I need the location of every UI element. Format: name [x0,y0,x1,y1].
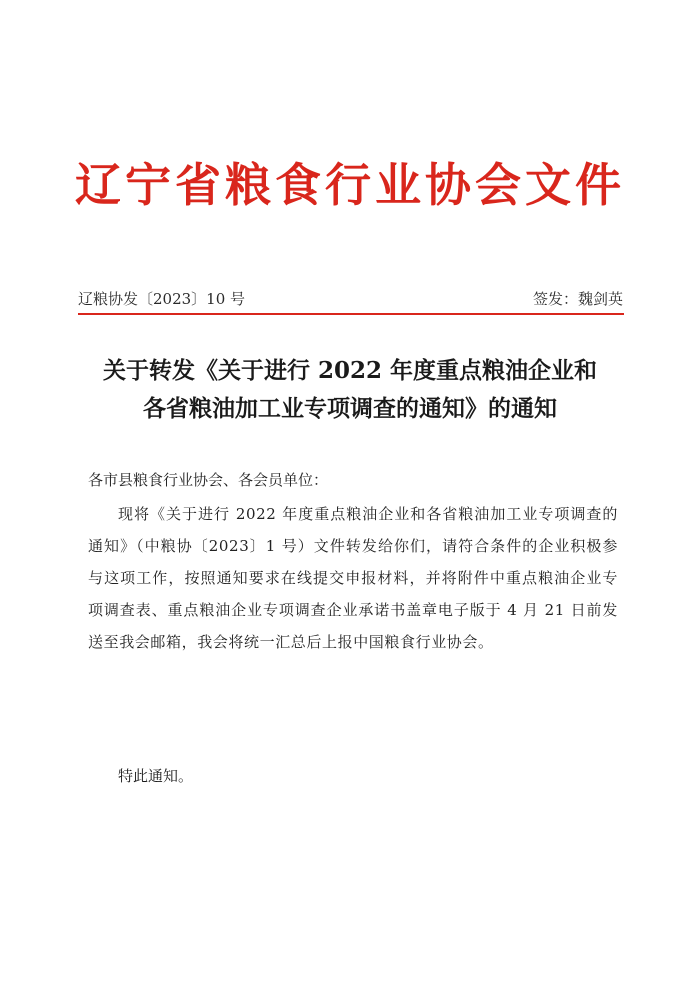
salutation: 各市县粮食行业协会、各会员单位： [88,471,329,489]
header-divider-rule [78,313,624,315]
closing-line: 特此通知。 [118,767,194,785]
document-header-title: 辽宁省粮食行业协会文件 [75,158,625,212]
document-number: 辽粮协发〔2023〕10 号 [78,290,246,308]
notice-title [60,352,640,428]
notice-body [88,464,618,658]
document-meta-row [78,286,623,312]
notice-title-line-2: 各省粮油加工业专项调查的通知》的通知 [143,395,557,422]
notice-title-line-1: 关于转发《关于进行 2022 年度重点粮油企业和 [102,357,598,384]
document-signer: 签发：魏剑英 [532,290,623,308]
body-paragraph: 现将《关于进行 2022 年度重点粮油企业和各省粮油加工业专项调查的通知》（中粮协〔2023〕1 号）文件转发给你们，请符合条件的企业积极参与这项工作，按照通知要求在线提交申报材料，并将附件中重点粮油企业专项调查表、重点粮油企业专项调查企业承诺书盖章电子版于 4 月 21 日前发送至我会邮箱，我会将统一汇总后上报中国粮食行业协会。 [88,505,618,651]
